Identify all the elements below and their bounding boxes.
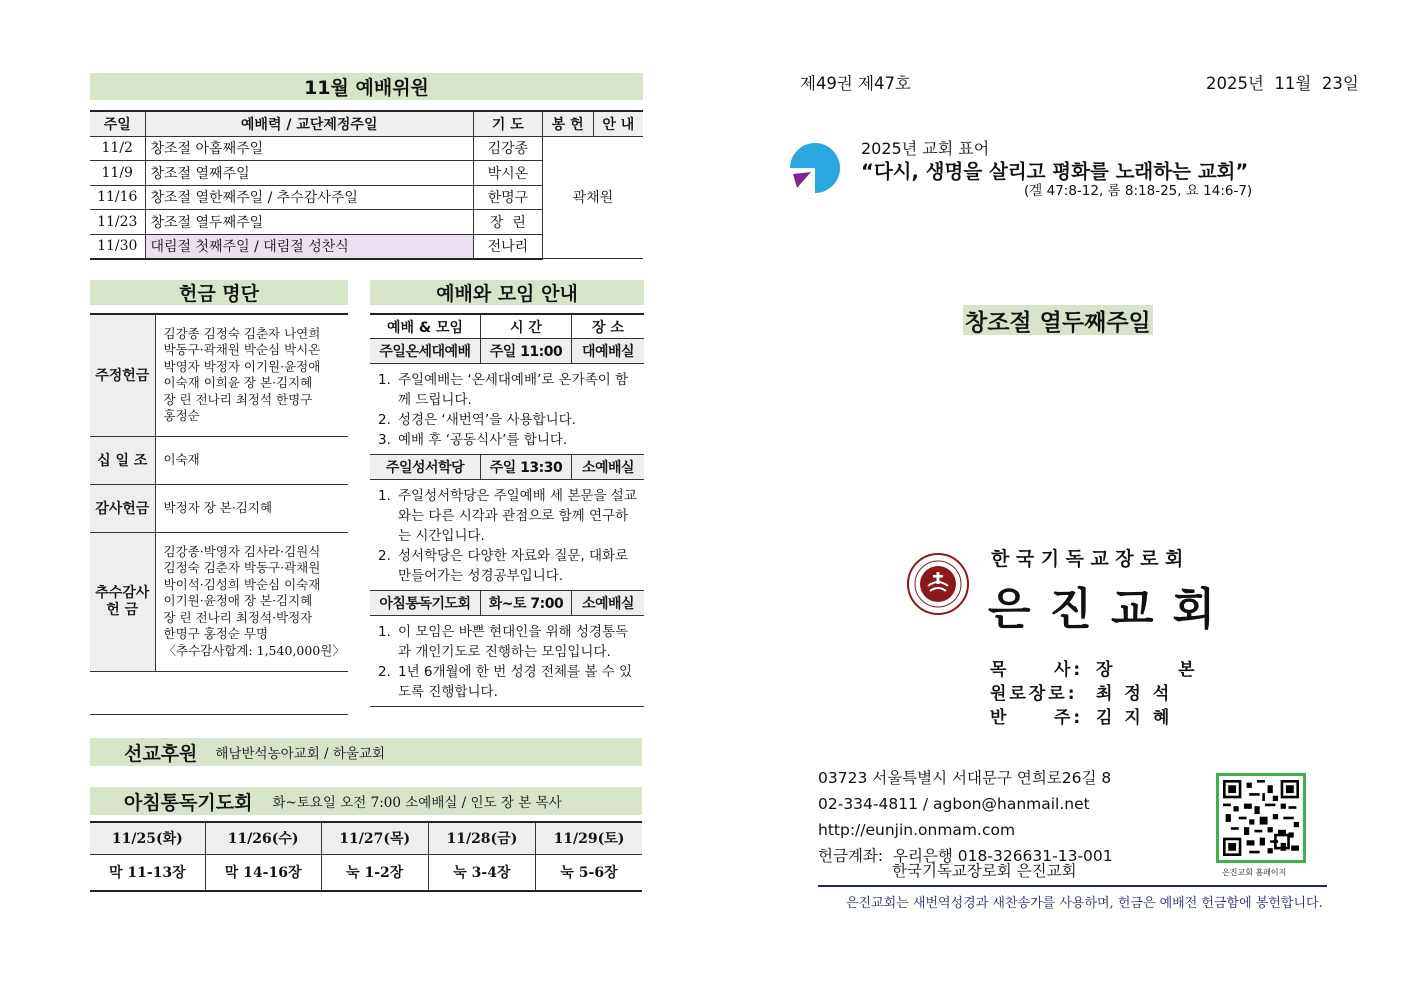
offering-list-table — [90, 313, 348, 672]
motto-text: “다시, 생명을 살리고 평화를 노래하는 교회” — [861, 160, 1249, 183]
name-line: 박이석·김성희 박순심 이숙재 — [163, 576, 321, 592]
offering-label: 주정헌금 — [90, 314, 155, 436]
offering-guide-cell: 곽채원 — [542, 136, 643, 259]
note-text: 1년 6개월에 한 번 성경 전체를 볼 수 있도록 진행합니다. — [398, 664, 633, 700]
guide-section-row — [370, 591, 644, 616]
worship-committee-title: 11월 예배위원 — [90, 73, 643, 100]
staff-row — [990, 655, 1207, 680]
qr-code-icon — [1223, 780, 1299, 856]
row-sunday-name: 창조절 아홉째주일 — [145, 136, 473, 161]
staff-row — [990, 703, 1181, 728]
row-date: 11/16 — [90, 185, 145, 210]
list-item: 2. 성서학당은 다양한 자료와 질문, 대화로 만들어가는 성경공부입니다. — [378, 546, 640, 586]
volume-number: 제49권 제47호 — [800, 74, 911, 93]
offering-bottom-rule — [90, 714, 348, 715]
guide-section-row — [370, 455, 644, 480]
note-text: 주일예배는 ‘온세대예배’로 온가족이 함께 드립니다. — [398, 372, 629, 408]
address: 03723 서울특별시 서대문구 연희로26길 8 — [818, 769, 1112, 787]
meeting-time: 주일 13:30 — [481, 455, 572, 479]
staff-role: 목 사: — [990, 660, 1084, 680]
row-date: 11/30 — [90, 234, 145, 259]
offering-label: 십 일 조 — [90, 436, 155, 484]
guide-header-time: 시 간 — [481, 315, 572, 338]
morning-prayer-info: 화~토요일 오전 7:00 소예배실 / 인도 장 본 목사 — [272, 795, 562, 811]
header-calendar: 예배력 / 교단제정주일 — [145, 111, 473, 136]
church-name: 은진교회 — [988, 584, 1235, 635]
list-item: 2. 성경은 ‘새번역’을 사용합니다. — [378, 412, 576, 428]
list-item: 3. 예배 후 ‘공동식사’를 합니다. — [378, 432, 568, 448]
guide-header-place: 장 소 — [592, 319, 624, 336]
meeting-name: 주일성서학당 — [370, 455, 481, 479]
meeting-name: 아침통독기도회 — [370, 591, 481, 615]
row-sunday-name: 대림절 첫째주일 / 대림절 성찬식 — [145, 234, 473, 259]
name-line: 박영자 박정자 이기원·윤정애 — [163, 358, 321, 374]
row-sunday-name: 창조절 열째주일 — [145, 161, 473, 186]
staff-role: 원로장로: — [990, 684, 1078, 704]
homepage-qr-code[interactable] — [1216, 773, 1306, 863]
name-line: 장 린 전나리 최정석 한명구 — [163, 391, 313, 407]
reading-passage: 눅 5-6장 — [536, 854, 643, 891]
table-row — [90, 484, 348, 532]
qr-caption: 은진교회 홈페이지 — [1222, 868, 1287, 877]
offering-names — [155, 314, 348, 436]
table-header-row — [90, 111, 643, 136]
bible-reading-table — [90, 821, 642, 892]
table-row — [90, 532, 348, 671]
worship-committee-table — [90, 110, 643, 260]
offering-names — [155, 436, 348, 484]
motto-logo-icon — [789, 142, 841, 194]
meeting-time: 화~토 7:00 — [481, 591, 572, 615]
meeting-notes — [370, 480, 644, 591]
reading-passage: 막 11-13장 — [90, 854, 205, 891]
mission-support-bar — [90, 738, 642, 766]
phone-email: 02-334-4811 / agbon@hanmail.net — [818, 795, 1090, 813]
name-line: 〈추수감사합계: 1,540,000원〉 — [163, 642, 345, 658]
guide-section-row — [370, 339, 644, 364]
row-date: 11/23 — [90, 210, 145, 235]
list-item: 2. 1년 6개월에 한 번 성경 전체를 볼 수 있도록 진행합니다. — [378, 662, 640, 702]
list-item: 1. 주일예배는 ‘온세대예배’로 온가족이 함께 드립니다. — [378, 370, 640, 410]
sunday-title: 창조절 열두째주일 — [963, 305, 1153, 335]
guide-header-row — [370, 313, 644, 339]
name-line: 한명구 홍정순 무명 — [163, 626, 269, 642]
staff-name: 김지혜 — [1096, 708, 1182, 728]
header-guide: 안 내 — [593, 111, 643, 136]
staff-name: 장 본 — [1096, 660, 1207, 680]
reading-passage: 눅 3-4장 — [428, 854, 535, 891]
staff-name: 최정석 — [1096, 684, 1182, 704]
contact-info — [818, 765, 1113, 869]
worship-guide-title: 예배와 모임 안내 — [370, 280, 644, 305]
table-header-row — [90, 822, 642, 854]
note-text: 주일성서학당은 주일예배 세 본문을 설교와는 다른 시각과 관점으로 함께 연구하는 시간입니다. — [398, 488, 637, 544]
name-line: 박정자 장 본·김지혜 — [163, 499, 273, 515]
account-holder: 한국기독교장로회 은진교회 — [892, 862, 1077, 880]
bank-account: 헌금계좌: 우리은행 018-326631-13-001 — [818, 847, 1113, 865]
motto-label: 2025년 교회 표어 — [861, 139, 990, 158]
morning-prayer-bar — [90, 787, 642, 815]
guide-header-meeting: 예배 & 모임 — [370, 315, 481, 338]
meeting-notes — [370, 616, 644, 707]
meeting-notes — [370, 364, 644, 455]
table-row — [90, 314, 348, 436]
church-seal-icon — [906, 552, 970, 616]
row-prayer: 장 린 — [473, 210, 542, 235]
reading-day: 11/25(화) — [90, 822, 205, 854]
note-text: 예배 후 ‘공동식사’를 합니다. — [398, 432, 568, 448]
row-prayer: 한명구 — [473, 185, 542, 210]
reading-passage: 눅 1-2장 — [321, 854, 428, 891]
name-line: 이기원·윤정애 장 본·김지혜 — [163, 593, 313, 609]
offering-list-title: 헌금 명단 — [90, 280, 348, 305]
header-prayer: 기 도 — [473, 111, 542, 136]
meeting-name: 주일온세대예배 — [370, 339, 481, 363]
worship-guide — [370, 313, 644, 707]
row-prayer: 전나리 — [473, 234, 542, 259]
meeting-time: 주일 11:00 — [481, 339, 572, 363]
list-item: 1. 주일성서학당은 주일예배 세 본문을 설교와는 다른 시각과 관점으로 함께 연구하는 시간입니다. — [378, 486, 640, 546]
name-line: 이숙재 이희윤 장 본·김지혜 — [163, 375, 313, 391]
offering-label: 감사헌금 — [90, 484, 155, 532]
name-line: 김강종·박영자 김사라·김원식 — [163, 543, 321, 559]
list-item: 1. 이 모임은 바쁜 현대인을 위해 성경통독과 개인기도로 진행하는 모임입니다. — [378, 622, 640, 662]
name-line: 박동구·곽채원 박순심 박시온 — [163, 342, 321, 358]
mission-title: 선교후원 — [124, 742, 198, 765]
bulletin-date: 2025년 11월 23일 — [1206, 74, 1359, 93]
name-line: 김강종 김정숙 김춘자 나연희 — [163, 325, 321, 341]
staff-role: 반 주: — [990, 708, 1084, 728]
row-sunday-name: 창조절 열두째주일 — [145, 210, 473, 235]
offering-names — [155, 484, 348, 532]
note-text: 성경은 ‘새번역’을 사용합니다. — [398, 412, 576, 428]
note-text: 성서학당은 다양한 자료와 질문, 대화로 만들어가는 성경공부입니다. — [398, 548, 629, 584]
name-line: 김정숙 김춘자 박동구·곽채원 — [163, 560, 321, 576]
table-row — [90, 136, 643, 161]
denomination-name: 한국기독교장로회 — [991, 548, 1190, 570]
name-line: 이숙재 — [163, 451, 200, 467]
note-text: 이 모임은 바쁜 현대인을 위해 성경통독과 개인기도로 진행하는 모임입니다. — [398, 624, 629, 660]
reading-day: 11/28(금) — [428, 822, 535, 854]
morning-prayer-title: 아침통독기도회 — [124, 791, 253, 814]
meeting-place: 소예배실 — [581, 460, 635, 476]
footer-notice: 은진교회는 새번역성경과 새찬송가를 사용하며, 헌금은 예배전 헌금함에 봉헌합니다. — [846, 896, 1323, 911]
reading-passage: 막 14-16장 — [205, 854, 321, 891]
website-link[interactable]: http://eunjin.onmam.com — [818, 821, 1016, 839]
reading-day: 11/26(수) — [205, 822, 321, 854]
header-offering: 봉 헌 — [542, 111, 593, 136]
table-row — [90, 436, 348, 484]
footer-divider — [818, 885, 1327, 887]
name-line: 홍정순 — [163, 408, 200, 424]
motto-scripture-reference: (겔 47:8-12, 롬 8:18-25, 요 14:6-7) — [1024, 183, 1253, 199]
row-sunday-name: 창조절 열한째주일 / 추수감사주일 — [145, 185, 473, 210]
meeting-place: 소예배실 — [581, 596, 635, 612]
table-row — [90, 854, 642, 891]
row-date: 11/9 — [90, 161, 145, 186]
reading-day: 11/27(목) — [321, 822, 428, 854]
meeting-place: 대예배실 — [581, 344, 635, 360]
row-prayer: 박시온 — [473, 161, 542, 186]
name-line: 장 린 전나리 최정석·박정자 — [163, 609, 313, 625]
mission-value: 해남반석농아교회 / 하울교회 — [215, 746, 386, 762]
row-prayer: 김강종 — [473, 136, 542, 161]
staff-row — [990, 679, 1181, 704]
row-date: 11/2 — [90, 136, 145, 161]
header-sunday: 주일 — [90, 111, 145, 136]
offering-names — [155, 532, 348, 671]
reading-day: 11/29(토) — [536, 822, 643, 854]
offering-label: 추수감사 헌 금 — [90, 532, 155, 671]
